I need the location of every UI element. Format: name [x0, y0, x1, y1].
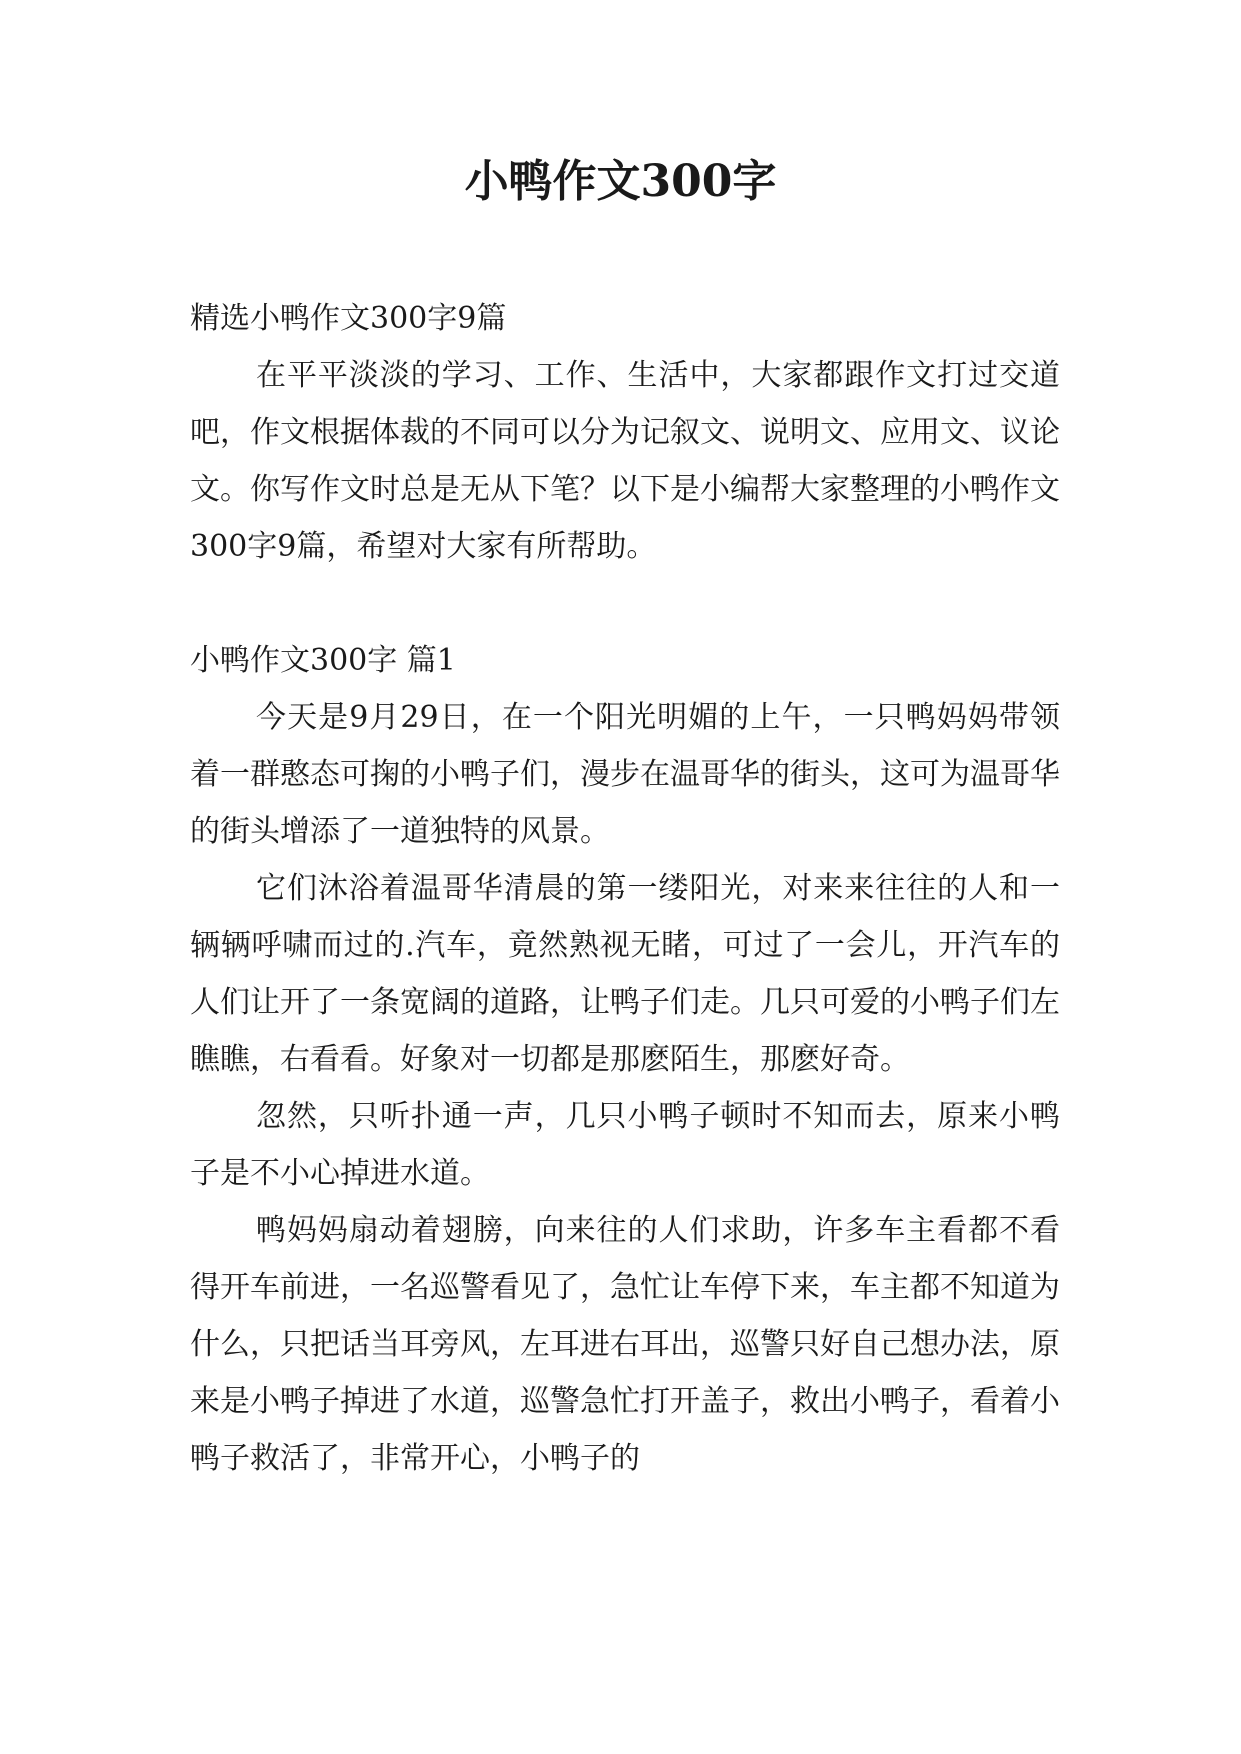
document-subtitle: 精选小鸭作文300字9篇 [190, 301, 507, 336]
body-paragraph-3: 忽然，只听扑通一声，几只小鸭子顿时不知而去，原来小鸭子是不小心掉进水道。 [190, 1099, 1060, 1191]
body-paragraph-2: 它们沐浴着温哥华清晨的第一缕阳光，对来来往往的人和一辆辆呼啸而过的.汽车，竟然熟视无睹，可过了一会儿，开汽车的人们让开了一条宽阔的道路，让鸭子们走。几只可爱的小鸭子们左瞧瞧，右看看。好象对一切都是那麽陌生，那麽好奇。 [190, 871, 1060, 1077]
body-paragraph-1: 今天是9月29日，在一个阳光明媚的上午，一只鸭妈妈带领着一群憨态可掬的小鸭子们，漫步在温哥华的街头，这可为温哥华的街头增添了一道独特的风景。 [190, 700, 1060, 849]
document-title: 小鸭作文300字 [464, 156, 777, 207]
intro-paragraph: 在平平淡淡的学习、工作、生活中，大家都跟作文打过交道吧，作文根据体裁的不同可以分为记叙文、说明文、应用文、议论文。你写作文时总是无从下笔？以下是小编帮大家整理的小鸭作文300字9篇，希望对大家有所帮助。 [190, 358, 1060, 564]
section-heading: 小鸭作文300字 篇1 [190, 643, 456, 678]
document-body [190, 290, 1060, 1487]
body-paragraph-4: 鸭妈妈扇动着翅膀，向来往的人们求助，许多车主看都不看得开车前进，一名巡警看见了，急忙让车停下来，车主都不知道为什么，只把话当耳旁风，左耳进右耳出，巡警只好自己想办法，原来是小鸭子掉进了水道，巡警急忙打开盖子，救出小鸭子，看着小鸭子救活了，非常开心，小鸭子的 [190, 1213, 1060, 1476]
